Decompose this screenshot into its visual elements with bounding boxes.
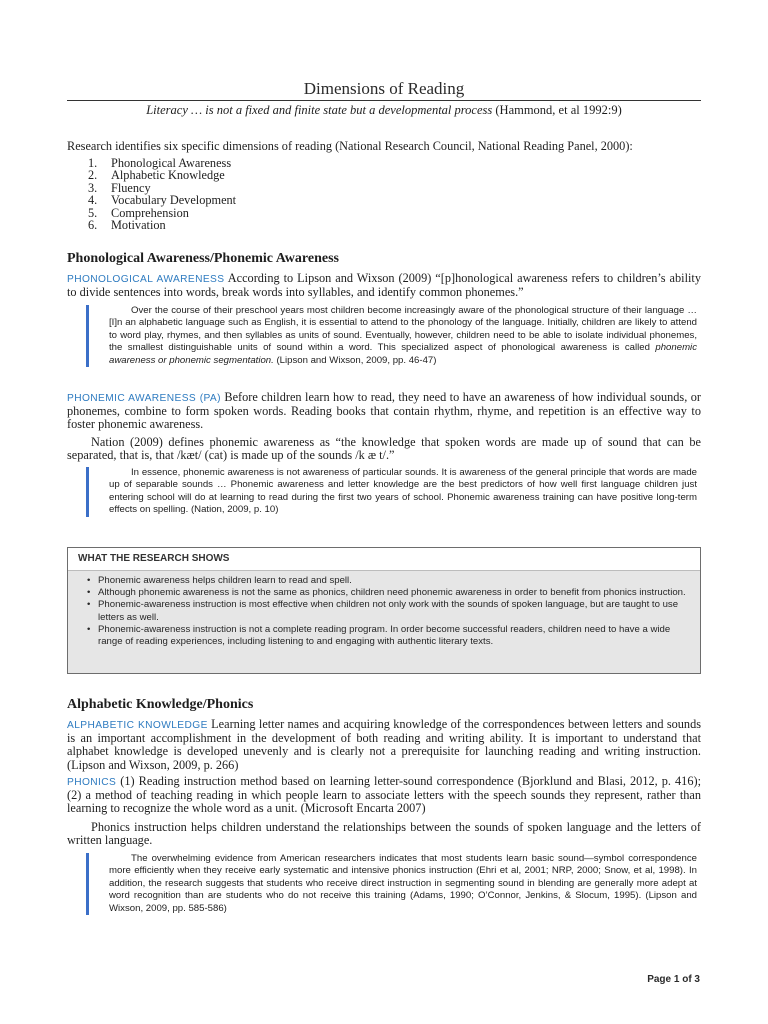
document-title: Dimensions of Reading xyxy=(303,79,465,98)
paragraph-phonics-instruction: Phonics instruction helps children understand the relationships between the sounds of spoken language and the letters of written language. xyxy=(67,820,701,848)
paragraph-phonemic-awareness: PHONEMIC AWARENESS (PA) Before children learn how to read, they need to have an awareness of how individual sounds, or phonemes, combine to form spoken words. Reading books that contain rhythm, rhyme, and repetition is an effective way to foster phonemic awareness. xyxy=(67,390,701,432)
title-divider xyxy=(67,100,701,101)
list-item: 1. Phonological Awareness xyxy=(88,156,232,170)
paragraph-nation-definition: Nation (2009) defines phonemic awareness as “the knowledge that spoken words are made up of sound that can be separated, that is, that /kæt/ (cat) is made up of the sounds /k æ t/.” xyxy=(67,435,701,463)
block-quote: Over the course of their preschool years most children become increasingly aware of the phonological structure of their language … [I]n an alphabetic language such as English, it is essential to attend to the phonology of the language. Initially, children are likely to attend to word play, rhymes, and then syllables as units of sound. Eventually, however, children need to be able to isolate individual phonemes, the smallest distinguishable units of sound within a word. This specialized aspect of phonological awareness is called phonemic awareness or phonemic segmentation. (Lipson and Wixson, 2009, pp. 46-47) xyxy=(86,305,697,367)
term-label: PHONICS xyxy=(67,777,117,788)
research-box xyxy=(67,547,701,674)
term-label: PHONEMIC AWARENESS (PA) xyxy=(67,393,221,404)
section-heading-phonological: Phonological Awareness/Phonemic Awareness xyxy=(67,251,339,266)
section-heading-phonics: Alphabetic Knowledge/Phonics xyxy=(67,697,254,712)
dimensions-list xyxy=(88,157,236,231)
term-label: ALPHABETIC KNOWLEDGE xyxy=(67,720,208,731)
term-label: PHONOLOGICAL AWARENESS xyxy=(67,274,225,285)
paragraph-phonics: PHONICS (1) Reading instruction method based on learning letter-sound correspondence (Bjorklund and Blasi, 2012, p. 416); (2) a method of teaching reading in which people learn to associate letters with the speech sounds they represent, rather than learning to recognize the whole word as a unit. (Microsoft Encarta 2007) xyxy=(67,774,701,816)
epigraph-citation: (Hammond, et al 1992:9) xyxy=(495,103,622,117)
list-item: • Phonemic-awareness instruction is not a complete reading program. In order become successful readers, children need to have a wide range of reading experiences, including listening to and engaging with authentic literary texts. xyxy=(98,624,700,648)
block-quote: In essence, phonemic awareness is not awareness of particular sounds. It is awareness of the general principle that words are made up of separable sounds … Phonemic awareness and letter knowledge are the best predictors of how well first language children just entering school will do at learning to read during the first two years of school. Phonemic awareness training can have positive long-term effects on spelling. (Nation, 2009, p. 10) xyxy=(86,467,697,517)
epigraph xyxy=(67,103,701,118)
paragraph-alphabetic-knowledge: ALPHABETIC KNOWLEDGE Learning letter names and acquiring knowledge of the correspondences between letters and sounds is an important accomplishment in the development of both reading and writing ability. It is important to understand that alphabet knowledge is developed unevenly and is clearly not a prerequisite for launching reading and writing instruction. (Lipson and Wixson, 2009, p. 266) xyxy=(67,717,702,772)
epigraph-quote: Literacy … is not a fixed and finite state but a developmental process xyxy=(146,103,493,117)
list-item: • Although phonemic awareness is not the same as phonics, children need phonemic awareness in order to benefit from phonics instruction. xyxy=(98,587,700,599)
paragraph-phonological-awareness: PHONOLOGICAL AWARENESS According to Lipson and Wixson (2009) “[p]honological awareness refers to children’s ability to divide sentences into words, break words into syllables, and identify common phonemes.” xyxy=(67,271,701,300)
research-list xyxy=(68,575,700,648)
list-item: 4. Vocabulary Development xyxy=(88,193,237,208)
list-item: 6. Motivation xyxy=(88,218,166,233)
intro-text: Research identifies six specific dimensions of reading (National Research Council, National Reading Panel, 2000): xyxy=(67,139,633,153)
list-item: • Phonemic-awareness instruction is most effective when children not only work with the sounds of spoken language, but are taught to use letters as well. xyxy=(98,599,700,623)
page-number: Page 1 of 3 xyxy=(647,974,700,985)
list-item: 2. Alphabetic Knowledge xyxy=(88,168,225,183)
block-quote: The overwhelming evidence from American researchers indicates that most students learn basic sound—symbol correspondence more efficiently when they receive early systematic and intensive phonics instruction (Ehri et al, 2001; NRP, 2000; Snow, et al, 1998). In addition, the research suggests that students who receive direct instruction in segmenting sound in blending are generally more adept at word recognition than are students who do not receive this training (Adams, 1990; O’Connor, Jenkins, & Slocum, 1995). (Lipson and Wixson, 2009, pp. 585-586) xyxy=(86,853,697,915)
list-item: 5. Comprehension xyxy=(88,205,189,220)
list-item: • Phonemic awareness helps children learn to read and spell. xyxy=(98,575,700,587)
research-box-heading: WHAT THE RESEARCH SHOWS xyxy=(68,548,700,571)
list-item: 3. Fluency xyxy=(88,180,151,195)
